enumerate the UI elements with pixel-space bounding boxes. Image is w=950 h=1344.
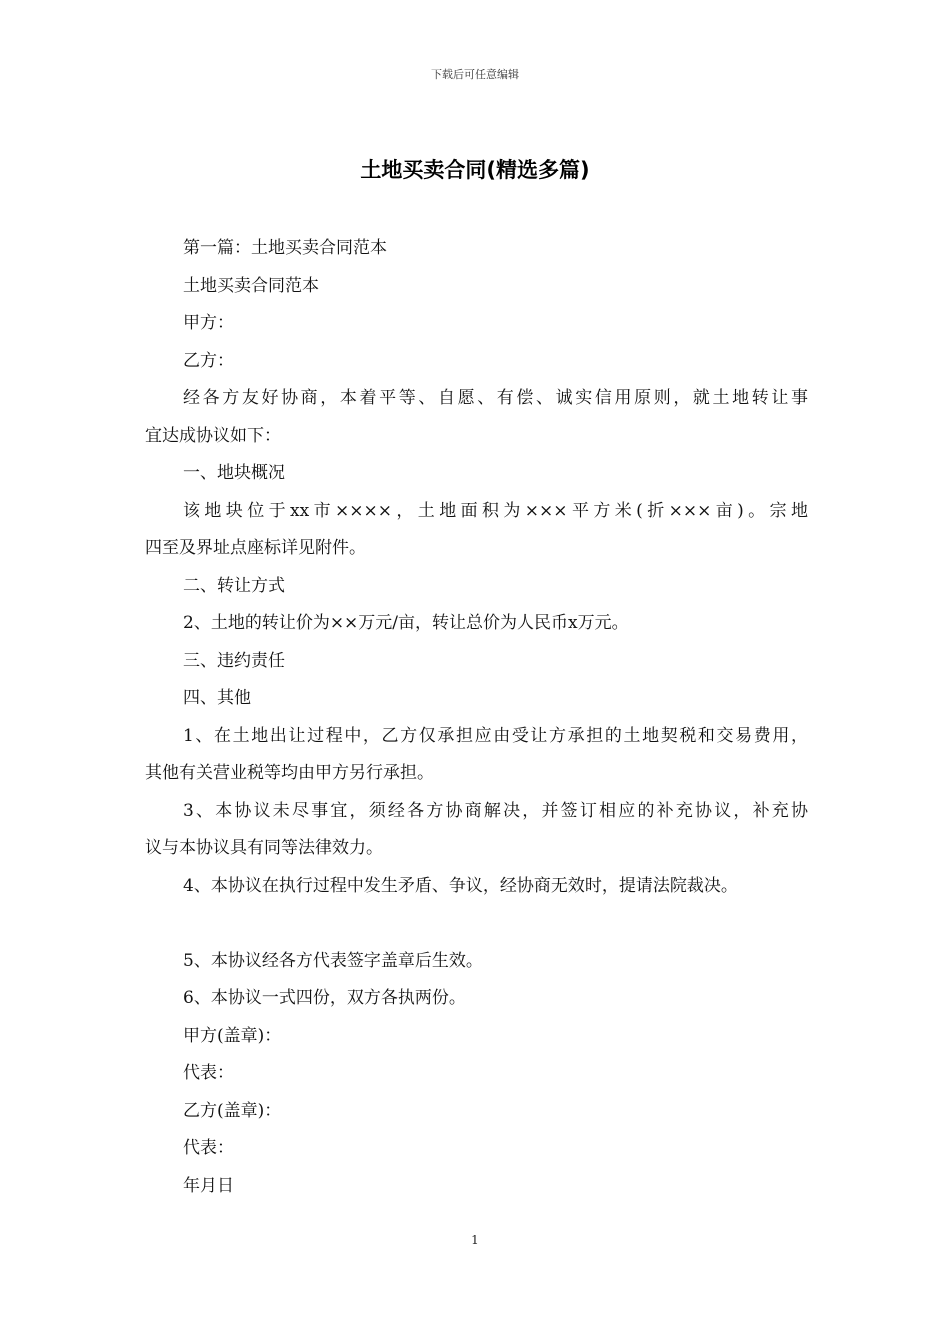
clause-heading-3: 三、违约责任 — [183, 650, 285, 671]
transfer-price-line: 2、土地的转让价为××万元/亩，转让总价为人民币x万元。 — [183, 613, 629, 633]
clause-heading-2: 二、转让方式 — [183, 575, 285, 596]
other-item-6-line: 6、本协议一式四份，双方各执两份。 — [183, 988, 466, 1008]
other-item-1-line-1: 1、在土地出让过程中，乙方仅承担应由受让方承担的土地契税和交易费用， — [183, 725, 808, 746]
preamble-line-1: 经各方友好协商，本着平等、自愿、有偿、诚实信用原则，就土地转让事 — [183, 388, 808, 408]
clause-heading-1: 一、地块概况 — [183, 463, 285, 483]
clause-heading-4: 四、其他 — [183, 688, 251, 708]
party-a-seal-line: 甲方(盖章)： — [183, 1025, 282, 1046]
date-line: 年月日 — [183, 1175, 234, 1196]
other-item-5-line: 5、本协议经各方代表签字盖章后生效。 — [183, 950, 483, 971]
preamble-line-2: 宜达成协议如下： — [145, 425, 281, 446]
blank-line — [145, 905, 808, 943]
other-item-3-line-2: 议与本协议具有同等法律效力。 — [145, 838, 383, 858]
party-b-representative-line: 代表： — [183, 1138, 234, 1158]
document-title: 土地买卖合同(精选多篇) — [360, 158, 590, 182]
party-b-line: 乙方： — [183, 350, 234, 371]
document-body — [145, 230, 808, 1205]
other-item-1-line-2: 其他有关营业税等均由甲方另行承担。 — [145, 763, 434, 783]
party-a-representative-line: 代表： — [183, 1063, 234, 1083]
page-header: 下载后可任意编辑 — [431, 68, 519, 81]
party-a-line: 甲方： — [183, 313, 234, 333]
section-heading: 第一篇：土地买卖合同范本 — [183, 238, 387, 258]
party-b-seal-line: 乙方(盖章)： — [183, 1100, 282, 1121]
other-item-4-line: 4、本协议在执行过程中发生矛盾、争议，经协商无效时，提请法院裁决。 — [183, 875, 738, 896]
contract-subtitle: 土地买卖合同范本 — [183, 275, 319, 296]
page-number: 1 — [471, 1233, 479, 1247]
land-description-line-1: 该地块位于xx市××××，土地面积为×××平方米(折×××亩)。宗地 — [183, 500, 808, 521]
land-description-line-2: 四至及界址点座标详见附件。 — [145, 538, 366, 558]
other-item-3-line-1: 3、本协议未尽事宜，须经各方协商解决，并签订相应的补充协议，补充协 — [183, 800, 808, 821]
